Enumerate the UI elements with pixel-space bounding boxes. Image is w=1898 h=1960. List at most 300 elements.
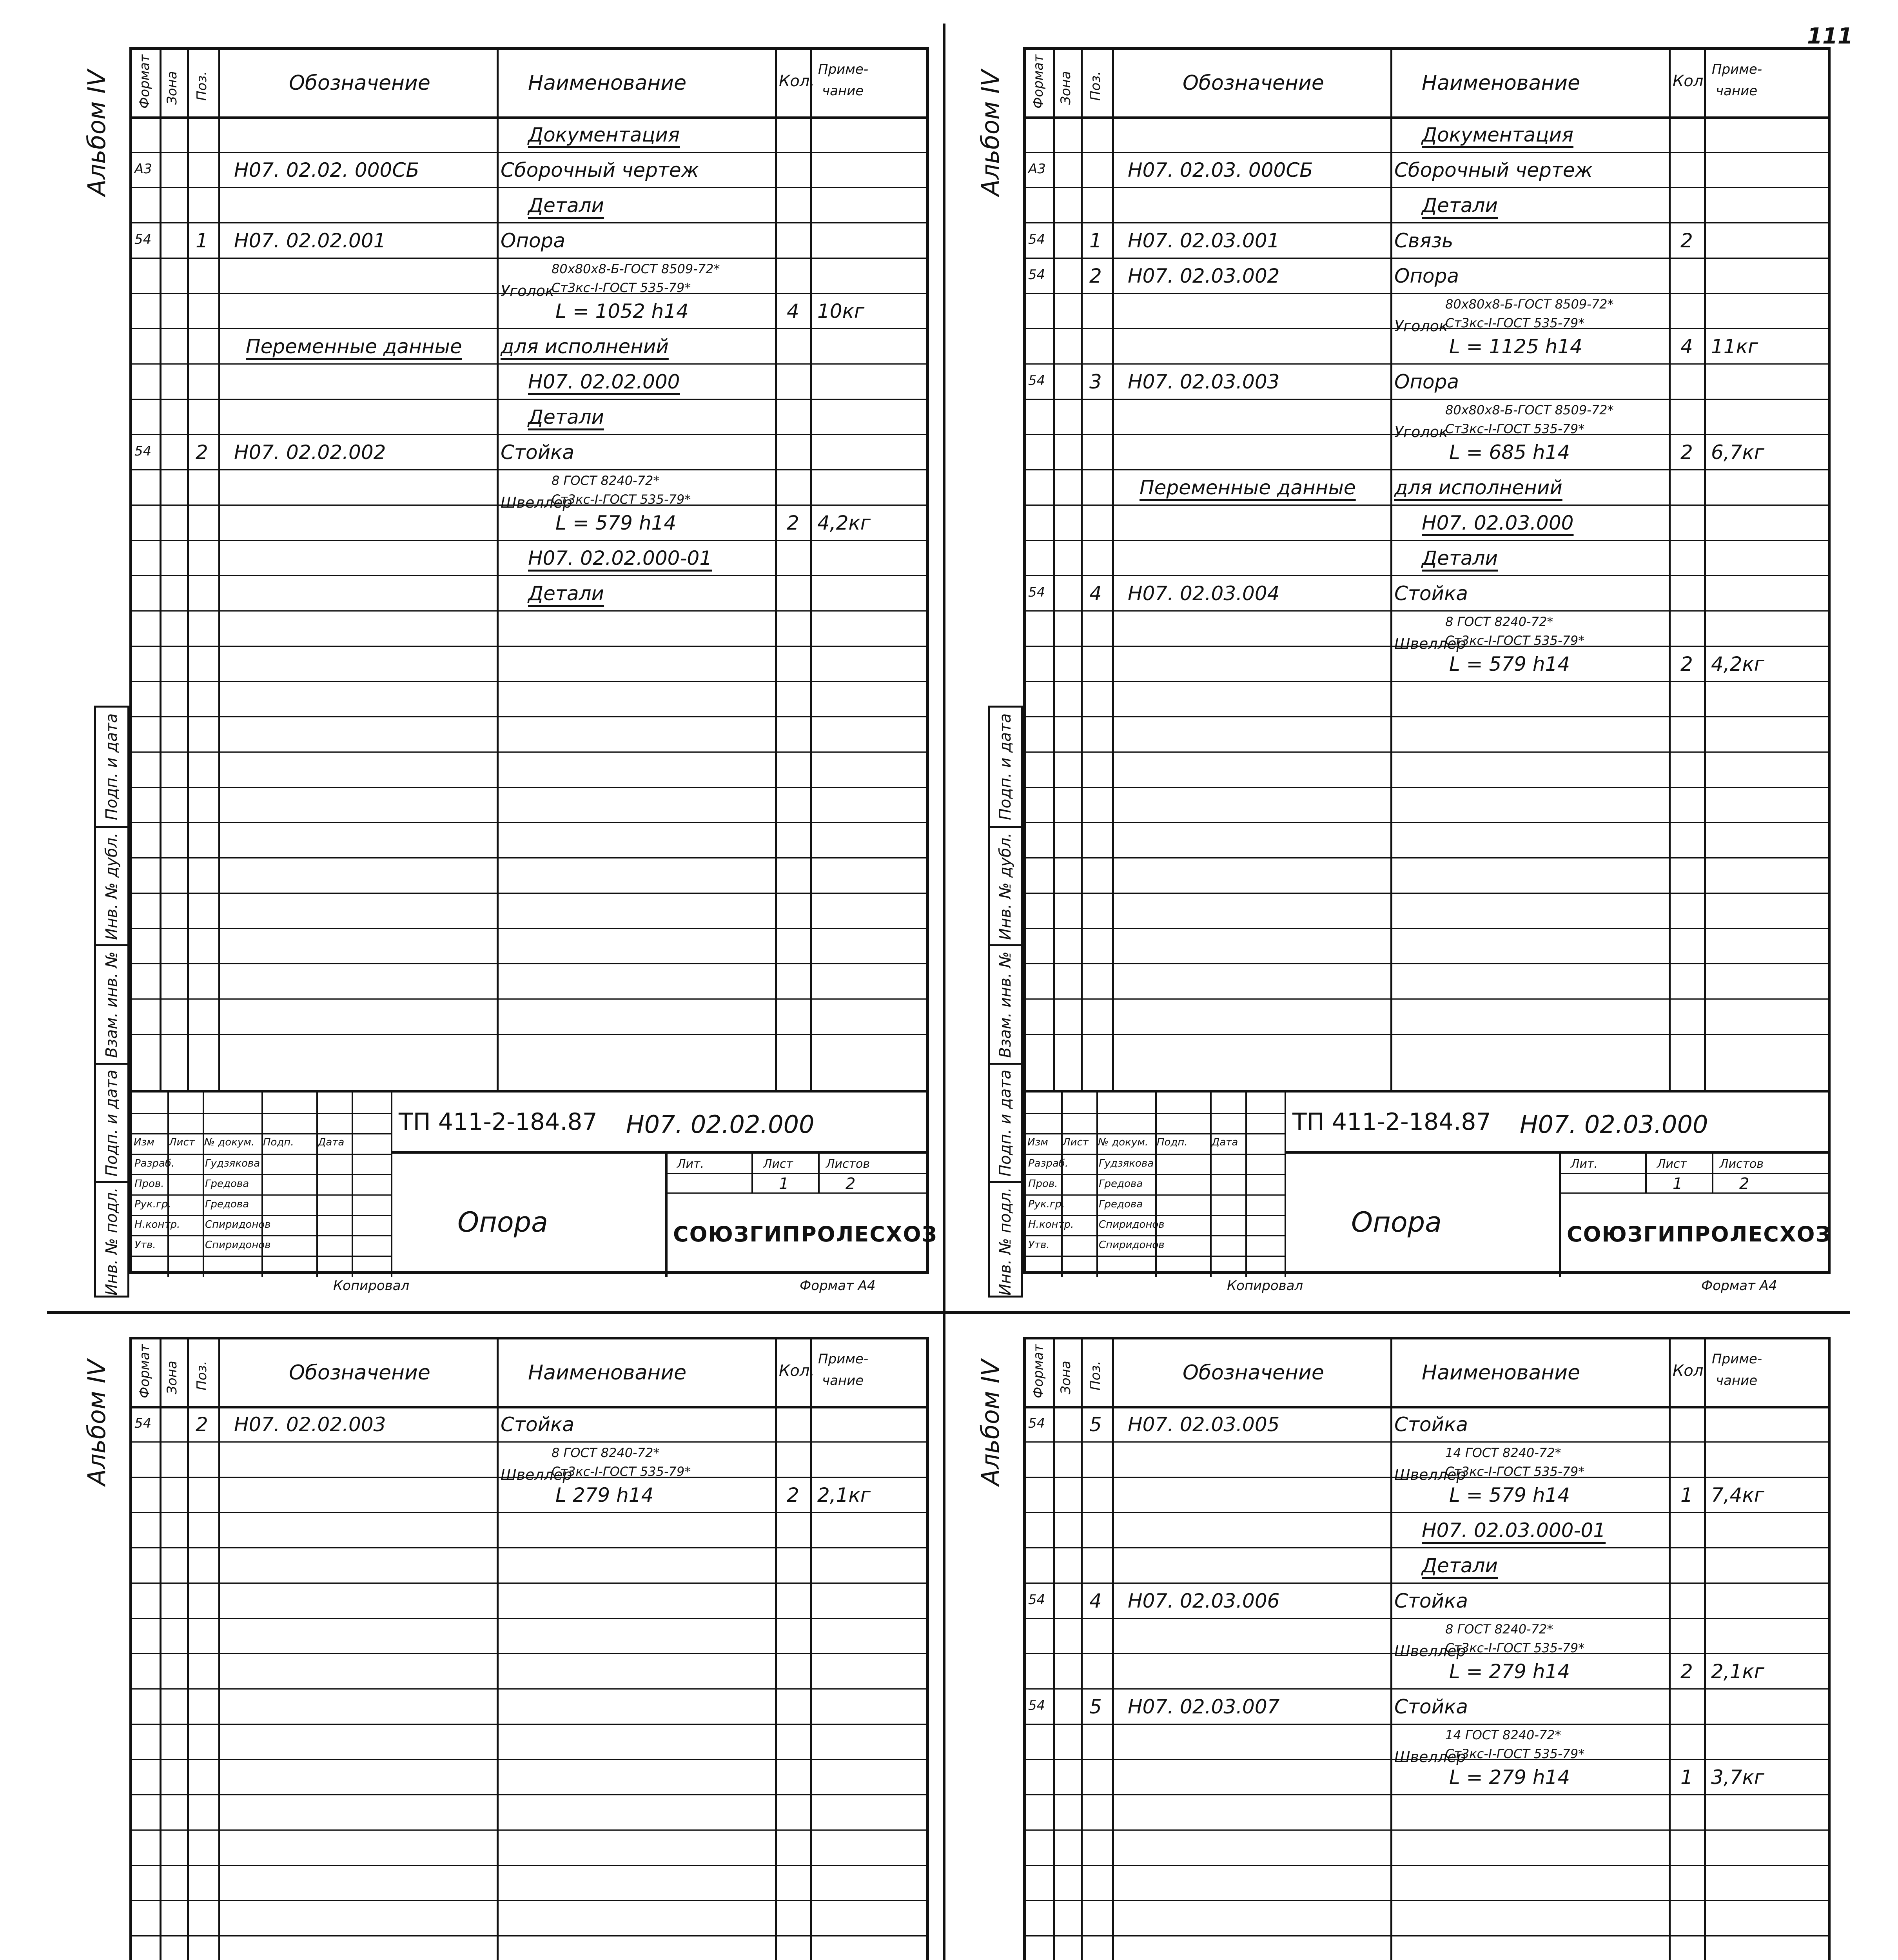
row-name: Стойка	[501, 1413, 574, 1436]
title-name: Опора	[457, 1206, 548, 1238]
table-row-line	[132, 363, 926, 365]
row-name: Детали	[1422, 1554, 1498, 1577]
table-row-line	[132, 646, 926, 647]
table-row-line	[132, 1759, 926, 1760]
title-grid-hline	[132, 1113, 391, 1114]
title-grid-hline	[132, 1174, 391, 1175]
title-person: Гредова	[205, 1198, 249, 1210]
header-qty: Кол.	[1673, 72, 1709, 90]
row-name: Стойка	[1394, 1590, 1468, 1612]
row-quantity: 4	[1680, 335, 1693, 358]
table-row-line	[1026, 1900, 1828, 1901]
table-column-line	[1390, 50, 1392, 1090]
title-block	[1023, 1090, 1831, 1274]
table-column-line	[775, 1339, 777, 1960]
row-position: 3	[1089, 370, 1102, 393]
row-designation: Н07. 02.03.005	[1128, 1413, 1280, 1436]
table-row-line	[132, 469, 926, 470]
row-name: Детали	[528, 582, 604, 605]
row-spec-line-2: Ст3кс-I-ГОСТ 535-79*	[1445, 316, 1585, 330]
row-quantity: 4	[787, 300, 799, 323]
footer-format: Формат А4	[800, 1278, 876, 1294]
footer-copied: Копировал	[333, 1278, 410, 1294]
row-spec-line-1: 14 ГОСТ 8240-72*	[1445, 1445, 1561, 1460]
table-column-line	[1390, 1339, 1392, 1960]
table-row-line	[132, 1724, 926, 1725]
row-quantity: 2	[1680, 653, 1693, 675]
row-position: 4	[1089, 582, 1102, 605]
title-role: Утв.	[134, 1239, 156, 1251]
title-grid-hline	[1026, 1194, 1285, 1196]
side-stamp-cell	[96, 826, 127, 944]
table-column-line	[187, 50, 189, 1090]
side-stamp-cell	[96, 708, 127, 826]
row-format: 54	[1028, 584, 1045, 600]
table-column-line	[1704, 50, 1706, 1090]
row-format: 54	[134, 443, 152, 459]
title-grid-vline	[1210, 1093, 1212, 1277]
page-number: 111	[1807, 24, 1853, 49]
table-row-line	[1026, 1794, 1828, 1795]
row-name: Стойка	[501, 441, 574, 464]
row-quantity: 2	[1680, 229, 1693, 252]
table-row-line	[1026, 258, 1828, 259]
header-note-2: чание	[1716, 1373, 1758, 1388]
quadrant-separator-h	[47, 1311, 1850, 1314]
header-name: Наименование	[528, 71, 687, 95]
table-row-line	[1026, 540, 1828, 541]
title-doc-number: Н07. 02.03.000	[1520, 1110, 1708, 1139]
title-grid-hline	[132, 1133, 391, 1134]
table-row-line	[1026, 363, 1828, 365]
row-name: L = 279 h14	[1449, 1766, 1570, 1789]
row-name: Связь	[1394, 229, 1453, 252]
side-stamp-label: Инв. № подл.	[996, 1187, 1014, 1296]
row-position: 4	[1089, 1590, 1102, 1612]
row-name: Детали	[1422, 547, 1498, 570]
header-designation: Обозначение	[289, 1361, 430, 1385]
table-row-line	[132, 893, 926, 894]
table-header-line	[132, 116, 926, 119]
row-designation: Н07. 02.03. 000СБ	[1128, 159, 1313, 181]
title-project: ТП 411-2-184.87	[399, 1108, 597, 1136]
row-name: Стойка	[1394, 582, 1468, 605]
row-quantity: 2	[1680, 1660, 1693, 1683]
title-col-label: № докум.	[1098, 1136, 1149, 1148]
table-column-line	[1669, 50, 1671, 1090]
table-row-line	[132, 1547, 926, 1548]
row-designation: Н07. 02.02.002	[234, 441, 386, 464]
row-name: Детали	[1422, 194, 1498, 217]
row-name: Опора	[1394, 370, 1459, 393]
table-row-line	[1026, 787, 1828, 788]
header-zone: Зона	[164, 71, 180, 105]
row-note: 11кг	[1711, 335, 1758, 358]
title-vline	[1645, 1151, 1647, 1192]
title-person: Гудзякова	[1099, 1158, 1154, 1169]
title-grid-hline	[1026, 1133, 1285, 1134]
table-row-line	[1026, 928, 1828, 929]
table-column-line	[1704, 1339, 1706, 1960]
header-pos: Поз.	[1088, 71, 1103, 101]
table-row-line	[132, 822, 926, 823]
table-row-line	[1026, 1441, 1828, 1443]
table-row-line	[132, 187, 926, 188]
table-row-line	[132, 1865, 926, 1866]
title-sheets-total: 2	[1739, 1175, 1749, 1193]
row-format: 54	[1028, 267, 1045, 283]
title-grid-hline	[1026, 1113, 1285, 1114]
header-note-2: чание	[822, 83, 864, 99]
header-note-1: Приме-	[818, 1351, 869, 1367]
spec-table	[1023, 47, 1831, 1090]
title-role: Пров.	[1028, 1178, 1058, 1190]
table-column-line	[497, 50, 499, 1090]
header-pos: Поз.	[194, 1361, 210, 1390]
row-spec-line-2: Ст3кс-I-ГОСТ 535-79*	[1445, 633, 1585, 648]
row-spec-line-2: Ст3кс-I-ГОСТ 535-79*	[1445, 421, 1585, 436]
header-note-2: чание	[822, 1373, 864, 1388]
title-col-label: Дата	[1212, 1136, 1238, 1148]
row-position: 5	[1089, 1413, 1102, 1436]
table-row-line	[1026, 716, 1828, 717]
title-organization: СОЮЗГИПРОЛЕСХОЗ	[1567, 1222, 1831, 1247]
row-designation: Н07. 02.03.007	[1128, 1695, 1280, 1718]
title-list-label: Лист	[1657, 1157, 1687, 1171]
row-note: 6,7кг	[1711, 441, 1764, 464]
side-stamp-label: Взам. инв. №	[103, 951, 121, 1058]
table-column-line	[218, 1339, 220, 1960]
header-name: Наименование	[1422, 71, 1580, 95]
header-note-1: Приме-	[1712, 62, 1762, 77]
table-row-line	[1026, 1618, 1828, 1619]
title-col-label: Лист	[1063, 1136, 1089, 1148]
title-grid-hline	[132, 1194, 391, 1196]
title-sheet: 1	[1673, 1175, 1683, 1193]
row-spec-line-1: 8 ГОСТ 8240-72*	[552, 1445, 660, 1460]
table-row-line	[132, 1512, 926, 1513]
row-designation: Н07. 02.03.002	[1128, 265, 1280, 287]
title-sheet: 1	[779, 1175, 789, 1193]
title-hline	[1285, 1151, 1828, 1154]
row-name: Детали	[528, 406, 604, 428]
row-name: Документация	[1422, 123, 1573, 146]
title-hline	[1559, 1192, 1828, 1194]
header-qty: Кол.	[779, 72, 815, 90]
title-listov-label: Листов	[1720, 1157, 1764, 1171]
table-row-line	[132, 1583, 926, 1584]
header-format: Формат	[137, 1344, 152, 1398]
title-col-label: Подп.	[1157, 1136, 1188, 1148]
table-column-line	[1081, 1339, 1083, 1960]
title-role: Разраб.	[134, 1158, 175, 1169]
table-row-line	[1026, 1724, 1828, 1725]
row-note: 3,7кг	[1711, 1766, 1764, 1789]
table-row-line	[1026, 399, 1828, 400]
title-person: Спиридонов	[205, 1239, 271, 1251]
title-grid-hline	[1026, 1215, 1285, 1216]
row-quantity: 2	[787, 512, 799, 534]
table-column-line	[810, 1339, 812, 1960]
table-column-line	[1081, 50, 1083, 1090]
row-name: Уголок	[1394, 423, 1448, 441]
title-vline	[751, 1151, 753, 1192]
row-spec-line-1: 80х80х8-Б-ГОСТ 8509-72*	[1445, 403, 1614, 417]
table-row-line	[1026, 222, 1828, 223]
row-quantity: 2	[787, 1484, 799, 1506]
album-label: Альбом IV	[976, 70, 1005, 196]
table-column-line	[1053, 50, 1055, 1090]
row-name: L = 279 h14	[1449, 1660, 1570, 1683]
table-row-line	[1026, 1512, 1828, 1513]
table-row-line	[132, 1034, 926, 1035]
row-name: Детали	[528, 194, 604, 217]
title-grid-vline	[352, 1093, 353, 1277]
title-col-label: Изм	[134, 1136, 154, 1148]
title-lit-label: Лит.	[1571, 1157, 1598, 1171]
table-column-line	[810, 50, 812, 1090]
title-person: Спиридонов	[1099, 1239, 1165, 1251]
table-row-line	[1026, 1688, 1828, 1690]
sheet-quadrant	[59, 31, 937, 1301]
table-row-line	[132, 434, 926, 435]
row-note: 2,1кг	[817, 1484, 871, 1506]
table-row-line	[1026, 610, 1828, 612]
row-name: Н07. 02.02.000-01	[528, 547, 712, 570]
table-row-line	[132, 963, 926, 964]
album-label: Альбом IV	[82, 70, 111, 196]
header-designation: Обозначение	[1183, 71, 1324, 95]
header-note-1: Приме-	[1712, 1351, 1762, 1367]
side-stamp-cell	[990, 1181, 1021, 1299]
side-stamp-label: Подп. и дата	[996, 713, 1014, 820]
title-person: Спиридонов	[205, 1219, 271, 1230]
header-note-1: Приме-	[818, 62, 869, 77]
title-col-label: Дата	[318, 1136, 345, 1148]
row-format: 54	[1028, 232, 1045, 247]
table-row-line	[132, 222, 926, 223]
row-position: 2	[196, 1413, 208, 1436]
header-format: Формат	[137, 54, 152, 109]
table-column-line	[497, 1339, 499, 1960]
side-stamp-label: Инв. № подл.	[103, 1187, 121, 1296]
row-name: Сборочный чертеж	[501, 159, 699, 181]
row-name: Швеллер	[1394, 1642, 1466, 1660]
side-stamp-cell	[96, 944, 127, 1063]
row-name: Швеллер	[501, 494, 572, 511]
row-format: 54	[134, 232, 152, 247]
header-format: Формат	[1031, 1344, 1046, 1398]
spec-table	[129, 1337, 929, 1960]
table-row-line	[132, 1618, 926, 1619]
row-spec-line-1: 8 ГОСТ 8240-72*	[552, 473, 660, 488]
header-name: Наименование	[1422, 1361, 1580, 1385]
title-hline	[1559, 1173, 1828, 1174]
row-spec-line-1: 80х80х8-Б-ГОСТ 8509-72*	[552, 261, 720, 276]
title-organization: СОЮЗГИПРОЛЕСХОЗ	[673, 1222, 938, 1247]
title-grid-hline	[132, 1154, 391, 1155]
row-spec-line-1: 80х80х8-Б-ГОСТ 8509-72*	[1445, 297, 1614, 312]
footer-copied: Копировал	[1227, 1278, 1303, 1294]
title-hline	[665, 1192, 926, 1194]
table-header-line	[1026, 1406, 1828, 1408]
header-pos: Поз.	[1088, 1361, 1103, 1390]
row-spec-line-2: Ст3кс-I-ГОСТ 535-79*	[1445, 1746, 1585, 1761]
row-name: Стойка	[1394, 1413, 1468, 1436]
row-designation: Переменные данные	[246, 335, 462, 358]
table-column-line	[160, 50, 161, 1090]
title-vline	[1559, 1151, 1561, 1277]
table-row-line	[132, 328, 926, 329]
table-row-line	[1026, 1547, 1828, 1548]
row-format: 54	[134, 1416, 152, 1431]
table-row-line	[1026, 893, 1828, 894]
title-doc-number: Н07. 02.02.000	[626, 1110, 815, 1139]
header-qty: Кол.	[1673, 1362, 1709, 1380]
title-person: Гудзякова	[205, 1158, 260, 1169]
row-name: Сборочный чертеж	[1394, 159, 1593, 181]
row-note: 10кг	[817, 300, 865, 323]
title-grid-hline	[1026, 1154, 1285, 1155]
header-zone: Зона	[164, 1361, 180, 1394]
table-row-line	[132, 1653, 926, 1654]
side-stamp-label: Подп. и дата	[996, 1069, 1014, 1176]
header-qty: Кол.	[779, 1362, 815, 1380]
row-name: L = 579 h14	[555, 512, 677, 534]
title-person: Спиридонов	[1099, 1219, 1165, 1230]
row-name: для исполнений	[1394, 476, 1562, 499]
side-stamp-cell	[96, 1063, 127, 1181]
table-column-line	[160, 1339, 161, 1960]
table-row-line	[132, 751, 926, 753]
row-format: А3	[134, 161, 152, 177]
title-col-label: Подп.	[263, 1136, 294, 1148]
table-row-line	[132, 1688, 926, 1690]
row-designation: Н07. 02.03.006	[1128, 1590, 1280, 1612]
quadrant-separator-v	[943, 24, 945, 1960]
table-row-line	[1026, 1865, 1828, 1866]
table-row-line	[132, 787, 926, 788]
album-label: Альбом IV	[976, 1359, 1005, 1486]
table-row-line	[132, 610, 926, 612]
footer-format: Формат А4	[1701, 1278, 1777, 1294]
table-row-line	[1026, 963, 1828, 964]
spec-table	[1023, 1337, 1831, 1960]
table-row-line	[132, 857, 926, 858]
table-row-line	[1026, 293, 1828, 294]
row-position: 1	[1089, 229, 1102, 252]
table-row-line	[1026, 152, 1828, 153]
title-grid-vline	[1096, 1093, 1098, 1277]
header-designation: Обозначение	[1183, 1361, 1324, 1385]
table-row-line	[1026, 681, 1828, 682]
title-name: Опора	[1351, 1206, 1442, 1238]
title-grid-hline	[1026, 1256, 1285, 1257]
row-spec-line-1: 8 ГОСТ 8240-72*	[1445, 1622, 1553, 1637]
table-column-line	[1112, 1339, 1114, 1960]
table-row-line	[1026, 575, 1828, 576]
title-grid-hline	[132, 1256, 391, 1257]
sheet-quadrant	[59, 1321, 937, 1960]
row-name: L = 1125 h14	[1449, 335, 1582, 358]
table-row-line	[1026, 857, 1828, 858]
title-grid-vline	[203, 1093, 204, 1277]
sheet-quadrant	[953, 1321, 1838, 1960]
row-name: Н07. 02.02.000	[528, 370, 680, 393]
side-stamp-label: Взам. инв. №	[996, 951, 1014, 1058]
table-column-line	[775, 50, 777, 1090]
row-format: А3	[1028, 161, 1046, 177]
title-grid-vline	[1285, 1093, 1286, 1277]
header-zone: Зона	[1058, 71, 1074, 105]
table-row-line	[1026, 187, 1828, 188]
row-position: 1	[196, 229, 208, 252]
side-stamp-cell	[990, 944, 1021, 1063]
title-role: Рук.гр.	[1028, 1198, 1065, 1210]
title-grid-hline	[132, 1215, 391, 1216]
table-row-line	[132, 258, 926, 259]
title-grid-vline	[391, 1093, 392, 1277]
table-row-line	[132, 1900, 926, 1901]
row-spec-line-2: Ст3кс-I-ГОСТ 535-79*	[1445, 1464, 1585, 1479]
row-format: 54	[1028, 1592, 1045, 1608]
side-stamp-label: Инв. № дубл.	[996, 832, 1014, 940]
title-vline	[665, 1151, 668, 1277]
table-row-line	[1026, 1034, 1828, 1035]
side-stamp-strip	[94, 706, 129, 1298]
row-spec-line-2: Ст3кс-I-ГОСТ 535-79*	[552, 1464, 691, 1479]
row-name: для исполнений	[501, 335, 669, 358]
table-column-line	[1053, 1339, 1055, 1960]
side-stamp-cell	[96, 1181, 127, 1299]
row-name: L 279 h14	[555, 1484, 654, 1506]
row-note: 2,1кг	[1711, 1660, 1764, 1683]
row-quantity: 1	[1680, 1766, 1693, 1789]
header-pos: Поз.	[194, 71, 210, 101]
row-note: 4,2кг	[1711, 653, 1764, 675]
row-note: 7,4кг	[1711, 1484, 1764, 1506]
title-role: Разраб.	[1028, 1158, 1069, 1169]
title-grid-vline	[316, 1093, 318, 1277]
row-designation: Н07. 02.02.003	[234, 1413, 386, 1436]
row-position: 2	[196, 441, 208, 464]
row-quantity: 1	[1680, 1484, 1693, 1506]
row-format: 54	[1028, 1698, 1045, 1713]
title-role: Рук.гр.	[134, 1198, 171, 1210]
row-format: 54	[1028, 373, 1045, 388]
row-name: Швеллер	[1394, 1466, 1466, 1483]
header-format: Формат	[1031, 54, 1046, 109]
row-name: Уголок	[501, 282, 554, 299]
album-label: Альбом IV	[82, 1359, 111, 1486]
row-spec-line-2: Ст3кс-I-ГОСТ 535-79*	[552, 280, 691, 295]
title-col-label: Лист	[169, 1136, 195, 1148]
title-grid-hline	[132, 1235, 391, 1236]
row-name: Стойка	[1394, 1695, 1468, 1718]
table-row-line	[1026, 1583, 1828, 1584]
row-name: Опора	[501, 229, 566, 252]
title-grid-hline	[1026, 1174, 1285, 1175]
table-row-line	[1026, 751, 1828, 753]
title-block	[129, 1090, 938, 1274]
header-name: Наименование	[528, 1361, 687, 1385]
side-stamp-cell	[990, 708, 1021, 826]
title-col-label: Изм	[1027, 1136, 1048, 1148]
table-row-line	[132, 1794, 926, 1795]
title-list-label: Лист	[763, 1157, 793, 1171]
title-col-label: № докум.	[204, 1136, 255, 1148]
table-row-line	[1026, 1935, 1828, 1936]
